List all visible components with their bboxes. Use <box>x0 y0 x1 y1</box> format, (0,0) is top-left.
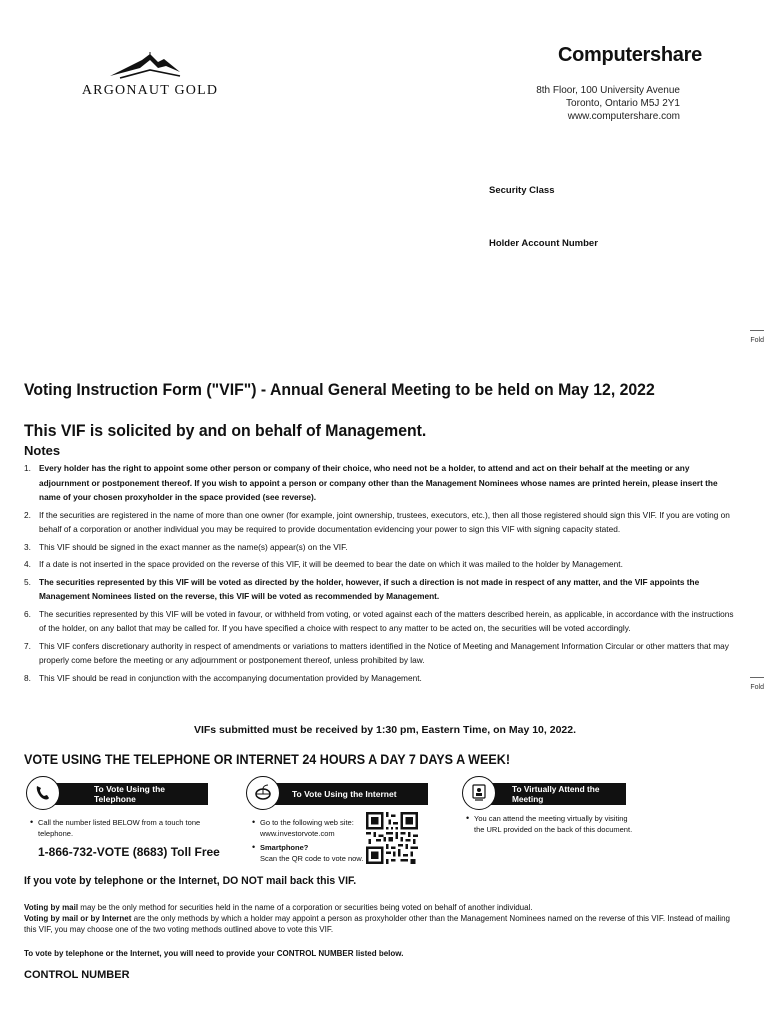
internet-bullet-text: Go to the following web site: www.investorvote.com <box>260 818 354 838</box>
internet-method-banner <box>258 783 428 805</box>
fold-label: Fold <box>750 337 764 344</box>
issuer-wordmark: ARGONAUT GOLD <box>81 83 219 98</box>
note-item <box>24 557 734 572</box>
do-not-mail-notice: If you vote by telephone or the Internet, DO NOT mail back this VIF. <box>24 875 357 887</box>
form-title: Voting Instruction Form ("VIF") - Annual General Meeting to be held on May 12, 2022 <box>24 380 655 399</box>
note-number: 6. <box>24 608 31 619</box>
note-number: 8. <box>24 672 31 683</box>
note-number: 1. <box>24 463 31 473</box>
telephone-method-banner <box>38 783 208 805</box>
address-line-2: Toronto, Ontario M5J 2Y1 <box>566 98 680 109</box>
note-item <box>24 461 734 505</box>
mail-voting-paragraph <box>24 902 736 935</box>
note-text: The securities represented by this VIF will be voted in favour, or withheld from voting, or voted against each of the matters described herein, as applicable, in accordance with the instructions of the holder, on any ballot that may be called for. If you have specified a choice with respect to any matter to be acted on, the securities will be voted accordingly. <box>39 608 734 633</box>
bullet-dot: • <box>252 817 256 827</box>
address-line-1: 8th Floor, 100 University Avenue <box>536 85 680 96</box>
holder-account-label: Holder Account Number <box>489 238 598 249</box>
virtual-bullet-text: You can attend the meeting virtually by visiting the URL provided on the back of this document. <box>474 814 633 834</box>
telephone-icon <box>26 776 60 810</box>
bullet-dot: • <box>466 813 470 823</box>
mountain-logo-icon <box>80 50 220 84</box>
notes-heading: Notes <box>24 443 61 458</box>
telephone-method-label: To Vote Using the Telephone <box>94 784 165 804</box>
notes-list <box>24 461 734 688</box>
note-number: 4. <box>24 559 31 569</box>
note-text: If the securities are registered in the name of more than one owner (for example, joint ownership, trustees, executors, etc.), then all those registered should sign this VIF. If you are voting on behalf of a corporation or another individual you may be required to provide documentation evidencing your power to sign this VIF with signing capacity stated. <box>39 509 730 534</box>
smartphone-text: Scan the QR code to vote now. <box>260 854 364 863</box>
control-number-label: CONTROL NUMBER <box>24 969 130 981</box>
note-text: This VIF should be signed in the exact manner as the name(s) appear(s) on the VIF. <box>39 541 348 552</box>
note-text: If a date is not inserted in the space provided on the reverse of this VIF, it will be deemed to bear the date on which it was mailed to the holder by Management. <box>39 559 623 569</box>
fold-label: Fold <box>750 684 764 691</box>
internet-method-label: To Vote Using the Internet <box>292 789 397 799</box>
note-item <box>24 575 734 604</box>
bullet-dot: • <box>30 817 34 827</box>
argonaut-gold-logo <box>80 50 220 110</box>
note-text: This VIF confers discretionary authority in respect of amendments or variations to matters identified in the Notice of Meeting and Management Information Circular or other matters that may properly come before the meeting or any adjournment or postponement thereof, unless prohibited by law. <box>39 640 729 665</box>
mouse-icon <box>246 776 280 810</box>
form-subtitle: This VIF is solicited by and on behalf of Management. <box>24 421 427 440</box>
mail-para-2-bold: Voting by mail or by Internet <box>24 914 132 923</box>
fold-mark-bottom <box>742 677 764 691</box>
computershare-wordmark: Computershare <box>558 44 702 66</box>
note-number: 3. <box>24 541 31 552</box>
smartphone-title: Smartphone? <box>260 843 309 852</box>
telephone-bullet <box>30 817 220 839</box>
agent-address <box>520 84 680 123</box>
control-number-note: To vote by telephone or the Internet, you will need to provide your CONTROL NUMBER listed below. <box>24 949 404 958</box>
mail-para-1-text: may be the only method for securities held in the name of a corporation or securities being voted on behalf of another individual. <box>78 903 533 912</box>
note-item <box>24 639 734 668</box>
note-number: 7. <box>24 640 31 651</box>
note-item <box>24 540 734 555</box>
fold-line <box>750 330 764 331</box>
vote-heading: VOTE USING THE TELEPHONE OR INTERNET 24 HOURS A DAY 7 DAYS A WEEK! <box>24 752 511 767</box>
note-item <box>24 607 734 636</box>
virtual-attend-icon <box>462 776 496 810</box>
telephone-number: 1-866-732-VOTE (8683) Toll Free <box>38 845 220 859</box>
submission-deadline: VIFs submitted must be received by 1:30 pm, Eastern Time, on May 10, 2022. <box>193 724 577 736</box>
virtual-bullet <box>466 813 636 835</box>
mail-para-2-text: are the only methods by which a holder may appoint a person as proxyholder other than the Management Nominees named on the reverse of this VIF. Instead of mailing this VIF, you may choose one of the two voting methods outlined above to vote this VIF. <box>24 914 730 934</box>
internet-bullet-smartphone <box>252 842 367 864</box>
note-text: The securities represented by this VIF will be voted as directed by the holder, however, if such a direction is not made in respect of any matter, and the VIF appoints the Management Nominees listed on the reverse, this VIF will be voted as recommended by Management. <box>39 576 700 601</box>
note-item <box>24 671 734 686</box>
note-text: Every holder has the right to appoint some other person or company of their choice, who need not be a holder, to attend and act on their behalf at the meeting or any adjournment or postponement thereof. If you wish to appoint a person or company other than the Management Nominees whose names are printed herein, please insert the name of your chosen proxyholder in the space provided (see reverse). <box>39 463 718 502</box>
note-number: 2. <box>24 509 31 520</box>
virtual-method-label: To Virtually Attend the Meeting <box>512 784 600 804</box>
bullet-dot: • <box>252 842 256 852</box>
internet-bullet-website <box>252 817 362 839</box>
fold-mark-top <box>742 330 764 344</box>
fold-line <box>750 677 764 678</box>
computershare-logo <box>558 44 702 67</box>
note-number: 5. <box>24 576 31 587</box>
address-line-3: www.computershare.com <box>567 111 680 122</box>
qr-code-icon[interactable] <box>366 812 418 864</box>
virtual-method-banner <box>478 783 626 805</box>
security-class-label: Security Class <box>489 185 555 196</box>
telephone-bullet-text: Call the number listed BELOW from a touch tone telephone. <box>38 818 201 838</box>
mail-para-1-bold: Voting by mail <box>24 903 79 912</box>
note-text: This VIF should be read in conjunction with the accompanying documentation provided by Management. <box>39 672 422 683</box>
note-item <box>24 508 734 537</box>
